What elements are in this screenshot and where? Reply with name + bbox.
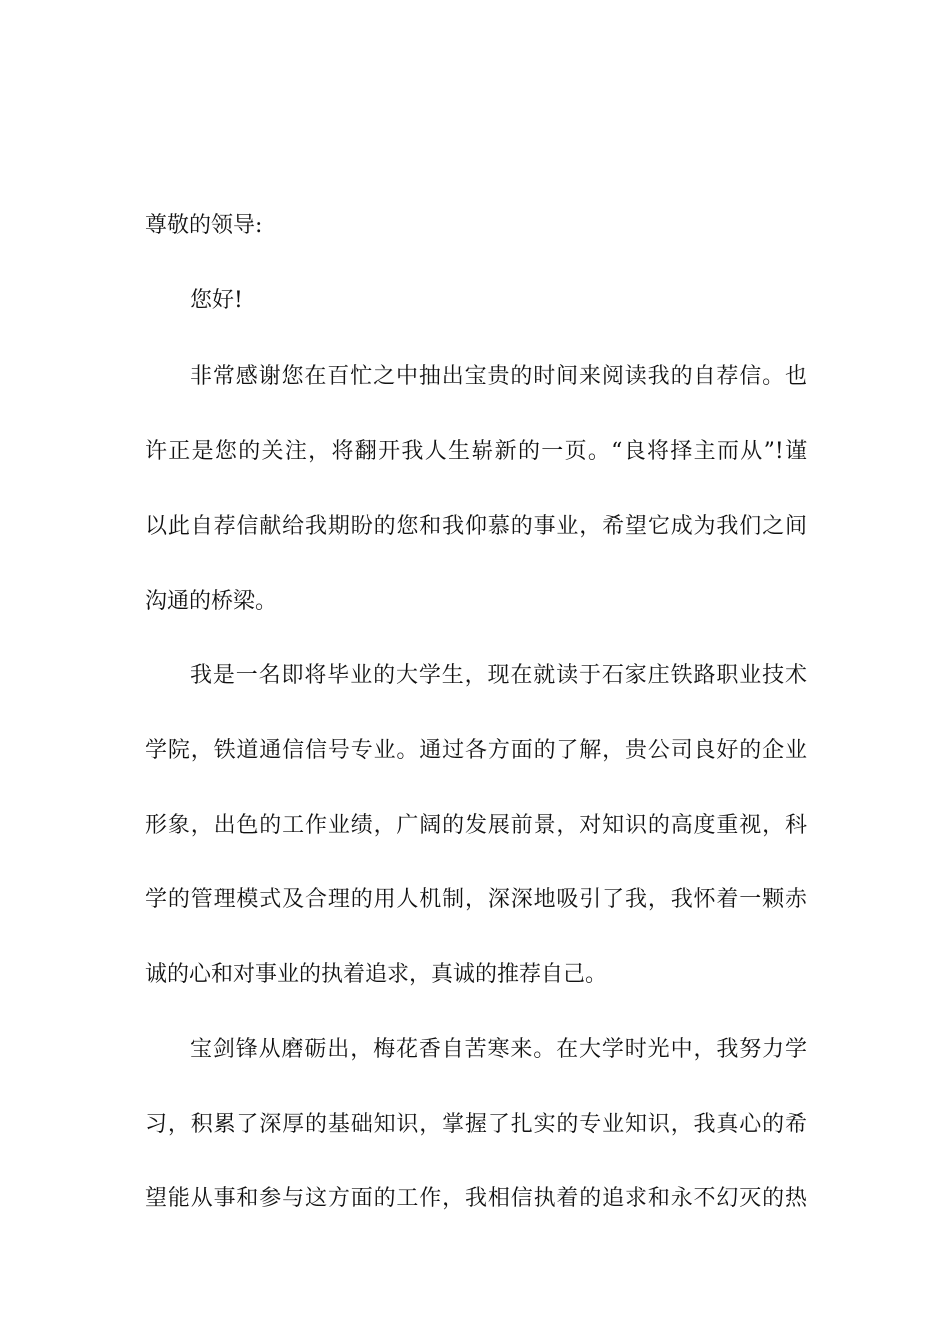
- salutation: 尊敬的领导:: [145, 213, 263, 238]
- paragraph-line: 学院，铁道通信信号专业。通过各方面的了解，贵公司良好的企业: [145, 738, 807, 763]
- paragraph-line: 沟通的桥梁。: [145, 589, 278, 614]
- greeting: 您好!: [190, 288, 243, 313]
- paragraph-line: 形象，出色的工作业绩，广阔的发展前景，对知识的高度重视，科: [145, 813, 807, 838]
- paragraph-line: 习，积累了深厚的基础知识，掌握了扎实的专业知识，我真心的希: [145, 1112, 807, 1137]
- paragraph-line: 诚的心和对事业的执着追求，真诚的推荐自己。: [145, 962, 608, 987]
- paragraph-line: 以此自荐信献给我期盼的您和我仰慕的事业，希望它成为我们之间: [145, 514, 807, 539]
- paragraph-line: 望能从事和参与这方面的工作，我相信执着的追求和永不幻灭的热: [145, 1186, 807, 1211]
- paragraph-line: 许正是您的关注，将翻开我人生崭新的一页。“良将择主而从”!谨: [145, 439, 807, 464]
- paragraph-line: 非常感谢您在百忙之中抽出宝贵的时间来阅读我的自荐信。也: [190, 364, 807, 389]
- paragraph-line: 我是一名即将毕业的大学生，现在就读于石家庄铁路职业技术: [190, 663, 807, 688]
- paragraph-line: 学的管理模式及合理的用人机制，深深地吸引了我，我怀着一颗赤: [145, 887, 807, 912]
- paragraph-line: 宝剑锋从磨砺出，梅花香自苦寒来。在大学时光中，我努力学: [190, 1037, 807, 1062]
